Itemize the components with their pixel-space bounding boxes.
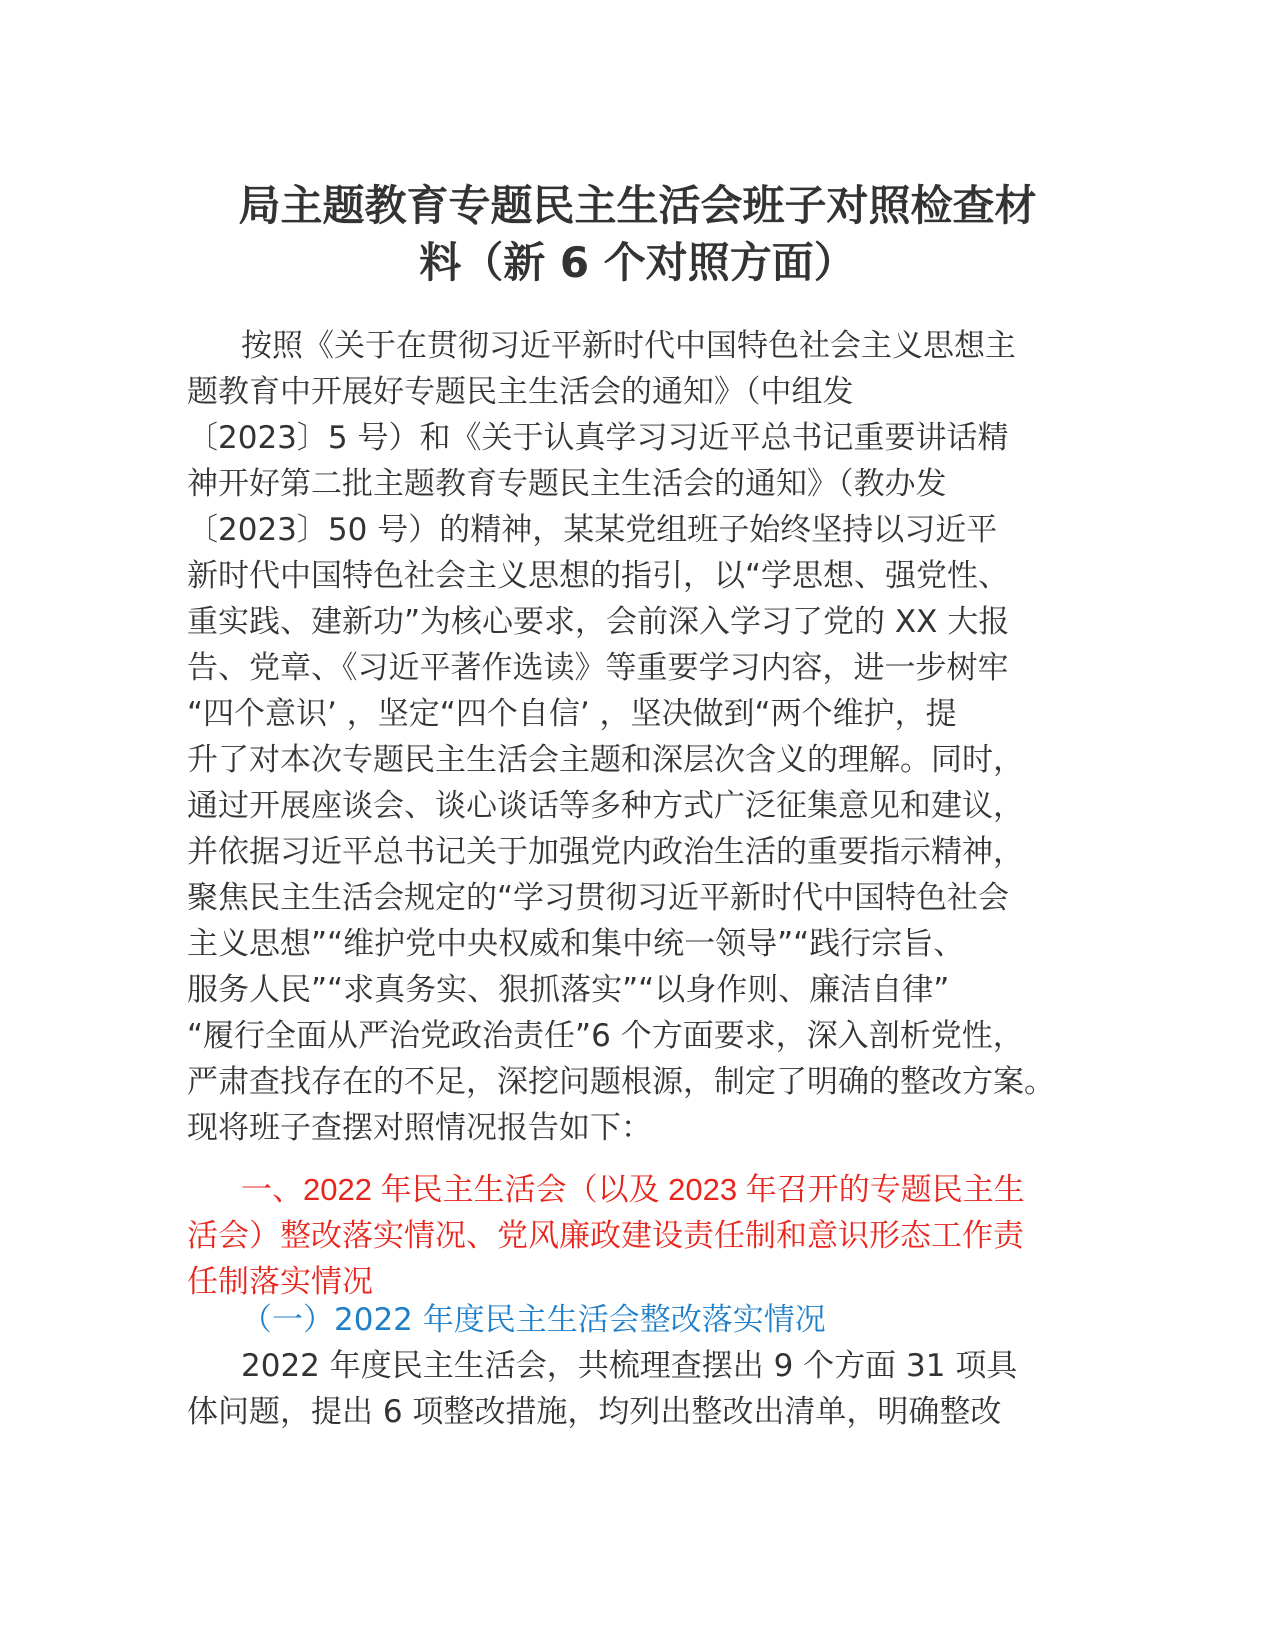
intro-line: 严肃查找存在的不足，深挖问题根源，制定了明确的整改方案。	[187, 1064, 1055, 1100]
intro-line: “四个意识’ ，坚定“四个自信’ ，坚决做到“两个维护，提	[187, 696, 957, 732]
title-line-2: 料（新 6 个对照方面）	[419, 238, 856, 287]
intro-line: 题教育中开展好专题民主生活会的通知》（中组发	[187, 374, 854, 410]
intro-line: 聚焦民主生活会规定的“学习贯彻习近平新时代中国特色社会	[187, 880, 1010, 916]
section-heading-1	[187, 1167, 1097, 1305]
intro-line: 按照《关于在贯彻习近平新时代中国特色社会主义思想主	[241, 328, 1016, 364]
section-heading-line: 一、2022 年民主生活会（以及 2023 年召开的专题民主生	[241, 1172, 1025, 1207]
intro-line: 重实践、建新功”为核心要求，会前深入学习了党的 XX 大报	[187, 604, 1010, 640]
intro-line: 神开好第二批主题教育专题民主生活会的通知》（教办发	[187, 466, 947, 502]
title-line-1: 局主题教育专题民主生活会班子对照检查材	[238, 181, 1037, 230]
intro-line: 通过开展座谈会、谈心谈话等多种方式广泛征集意见和建议，	[187, 788, 1024, 824]
intro-line: 现将班子查摆对照情况报告如下：	[187, 1110, 652, 1146]
subsection-heading-1-1	[187, 1297, 1097, 1343]
document-title	[180, 177, 1095, 291]
intro-line: 并依据习近平总书记关于加强党内政治生活的重要指示精神，	[187, 834, 1024, 870]
intro-paragraph	[187, 323, 1097, 1151]
intro-line: 〔2023〕5 号）和《关于认真学习习近平总书记重要讲话精	[187, 420, 1009, 456]
intro-line: 服务人民”“求真务实、狠抓落实”“以身作则、廉洁自律”	[187, 972, 950, 1008]
intro-line: “履行全面从严治党政治责任”6 个方面要求，深入剖析党性，	[187, 1018, 1024, 1054]
intro-line: 主义思想”“维护党中央权威和集中统一领导”“践行宗旨、	[187, 926, 965, 962]
intro-line: 告、党章、《习近平著作选读》等重要学习内容，进一步树牢	[187, 650, 1009, 686]
rectification-paragraph	[187, 1343, 1097, 1435]
section-heading-line: 活会）整改落实情况、党风廉政建设责任制和意识形态工作责	[187, 1218, 1024, 1253]
intro-line: 新时代中国特色社会主义思想的指引，以“学思想、强党性、	[187, 558, 1010, 594]
section-heading-line: 任制落实情况	[187, 1264, 373, 1299]
paragraph-line: 体问题，提出 6 项整改措施，均列出整改出清单，明确整改	[187, 1394, 1002, 1430]
paragraph-line: 2022 年度民主生活会，共梳理查摆出 9 个方面 31 项具	[241, 1348, 1018, 1384]
subsection-heading-line: （一）2022 年度民主生活会整改落实情况	[241, 1302, 826, 1338]
intro-line: 升了对本次专题民主生活会主题和深层次含义的理解。同时，	[187, 742, 1024, 778]
intro-line: 〔2023〕50 号）的精神，某某党组班子始终坚持以习近平	[187, 512, 998, 548]
